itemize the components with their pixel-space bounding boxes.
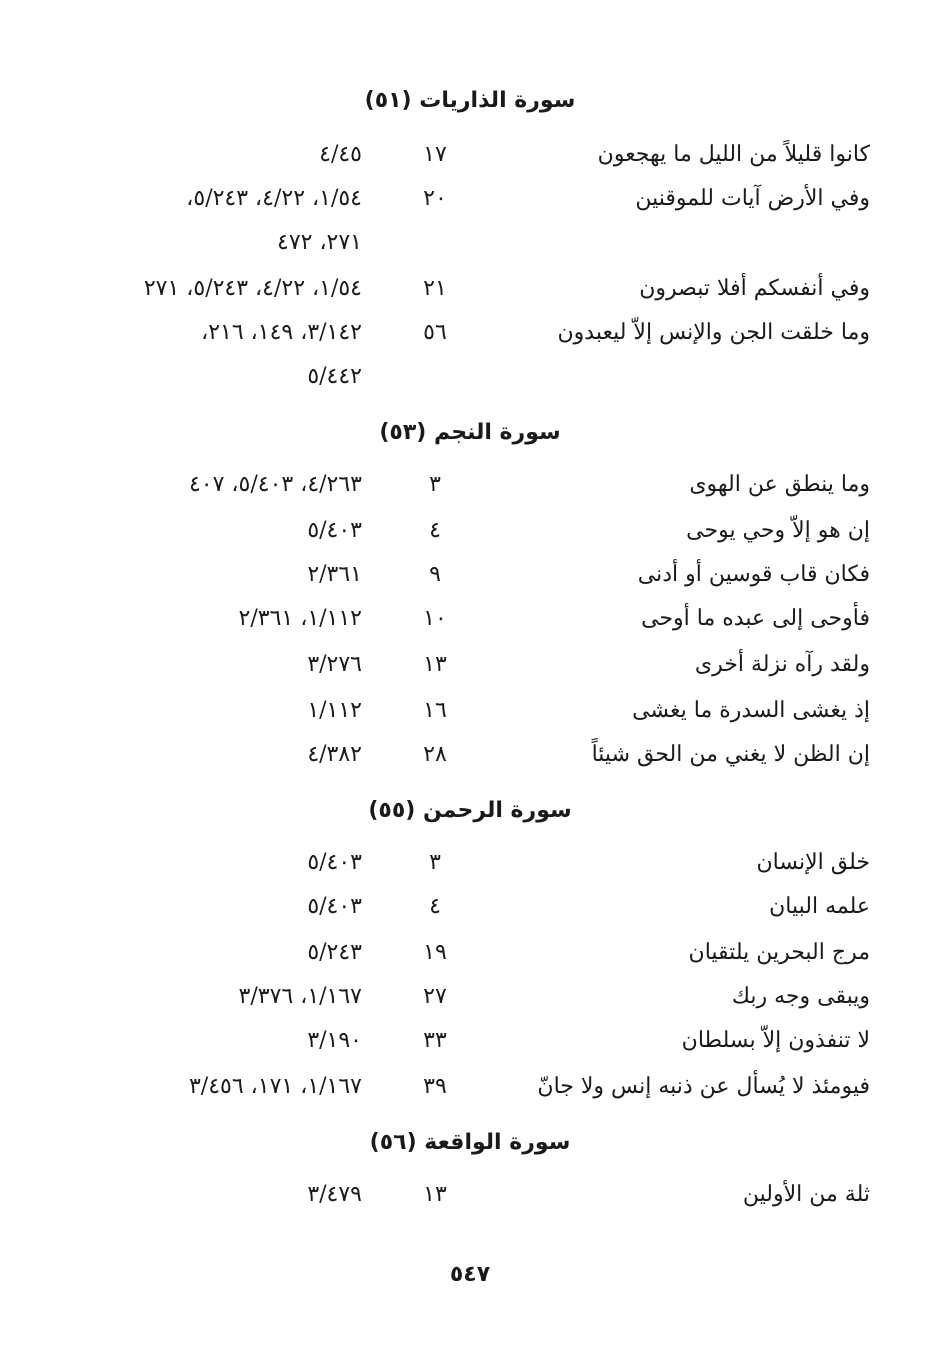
- table-row: [0, 940, 940, 980]
- table-row: [0, 1182, 940, 1222]
- verse-references: ٤/٢٦٣، ٥/٤٠٣، ٤٠٧: [188, 472, 362, 497]
- verse-number: ٥٦: [423, 320, 447, 345]
- verse-references: ٣/٤٧٩: [307, 1182, 362, 1207]
- verse-text: فأوحى إلى عبده ما أوحى: [641, 606, 870, 631]
- verse-number: ١٧: [423, 142, 447, 167]
- verse-number: ٢١: [423, 276, 447, 301]
- verse-text: لا تنفذون إلاّ بسلطان: [681, 1028, 870, 1053]
- table-row: [0, 518, 940, 558]
- verse-references: ٥/٢٤٣: [307, 940, 362, 965]
- table-row: [0, 984, 940, 1024]
- verse-text: وفي أنفسكم أفلا تبصرون: [639, 276, 870, 301]
- verse-references: ٣/١٤٢، ١٤٩، ٢١٦،: [201, 320, 362, 345]
- table-row-continuation: [0, 364, 940, 404]
- table-row: [0, 186, 940, 226]
- verse-references: ٤/٤٥: [319, 142, 362, 167]
- verse-number: ٢٨: [423, 742, 447, 767]
- verse-text: ويبقى وجه ربك: [731, 984, 870, 1009]
- section-heading: سورة الذاريات (٥١): [364, 88, 576, 113]
- verse-number: ١٣: [423, 652, 447, 677]
- verse-text: وما خلقت الجن والإنس إلاّ ليعبدون: [557, 320, 870, 345]
- table-row: [0, 742, 940, 782]
- verse-number: ١٣: [423, 1182, 447, 1207]
- table-row-continuation: [0, 230, 940, 270]
- verse-text: فيومئذ لا يُسأل عن ذنبه إنس ولا جانّ: [537, 1074, 870, 1099]
- table-row: [0, 894, 940, 934]
- verse-references: ١/١٦٧، ١٧١، ٣/٤٥٦: [188, 1074, 362, 1099]
- verse-text: إن الظن لا يغني من الحق شيئاً: [591, 742, 870, 767]
- verse-text: إذ يغشى السدرة ما يغشى: [632, 698, 870, 723]
- verse-references: ١/٥٤، ٤/٢٢، ٥/٢٤٣، ٢٧١: [143, 276, 362, 301]
- verse-text: علمه البيان: [769, 894, 870, 919]
- verse-references: ١/١١٢: [307, 698, 362, 723]
- verse-number: ١٩: [423, 940, 447, 965]
- section-heading: سورة النجم (٥٣): [379, 420, 561, 445]
- verse-number: ٣: [429, 472, 441, 497]
- verse-number: ٤: [429, 894, 441, 919]
- verse-references: ٥/٤٠٣: [307, 850, 362, 875]
- table-row: [0, 472, 940, 512]
- verse-number: ٤: [429, 518, 441, 543]
- verse-number: ١٠: [423, 606, 447, 631]
- verse-number: ٢٠: [423, 186, 447, 211]
- verse-references: ٢/٣٦١: [307, 562, 362, 587]
- table-row: [0, 606, 940, 646]
- verse-text: مرج البحرين يلتقيان: [688, 940, 870, 965]
- verse-text: فكان قاب قوسين أو أدنى: [637, 562, 870, 587]
- page-number: ٥٤٧: [449, 1262, 491, 1287]
- verse-number: ٩: [429, 562, 441, 587]
- table-row: [0, 1028, 940, 1068]
- verse-number: ١٦: [423, 698, 447, 723]
- verse-references-continued: ٥/٤٤٢: [307, 364, 362, 389]
- verse-text: إن هو إلاّ وحي يوحى: [686, 518, 870, 543]
- verse-number: ٢٧: [423, 984, 447, 1009]
- verse-references: ٥/٤٠٣: [307, 518, 362, 543]
- verse-references-continued: ٢٧١، ٤٧٢: [277, 230, 362, 255]
- verse-references: ١/٥٤، ٤/٢٢، ٥/٢٤٣،: [186, 186, 362, 211]
- verse-number: ٣٣: [423, 1028, 447, 1053]
- section-heading: سورة الواقعة (٥٦): [369, 1130, 571, 1155]
- table-row: [0, 276, 940, 316]
- table-row: [0, 142, 940, 182]
- section-heading: سورة الرحمن (٥٥): [368, 798, 572, 823]
- table-row: [0, 1074, 940, 1114]
- verse-text: كانوا قليلاً من الليل ما يهجعون: [597, 142, 870, 167]
- verse-number: ٣٩: [423, 1074, 447, 1099]
- table-row: [0, 320, 940, 360]
- verse-references: ٣/٢٧٦: [307, 652, 362, 677]
- verse-number: ٣: [429, 850, 441, 875]
- table-row: [0, 562, 940, 602]
- verse-references: ١/١١٢، ٢/٣٦١: [238, 606, 362, 631]
- table-row: [0, 698, 940, 738]
- verse-references: ٤/٣٨٢: [307, 742, 362, 767]
- verse-text: ولقد رآه نزلة أخرى: [694, 652, 870, 677]
- verse-text: وفي الأرض آيات للموقنين: [635, 186, 870, 211]
- verse-text: ثلة من الأولين: [742, 1182, 870, 1207]
- verse-text: وما ينطق عن الهوى: [689, 472, 870, 497]
- verse-references: ٥/٤٠٣: [307, 894, 362, 919]
- table-row: [0, 850, 940, 890]
- verse-text: خلق الإنسان: [756, 850, 870, 875]
- table-row: [0, 652, 940, 692]
- verse-references: ١/١٦٧، ٣/٣٧٦: [238, 984, 362, 1009]
- verse-references: ٣/١٩٠: [307, 1028, 362, 1053]
